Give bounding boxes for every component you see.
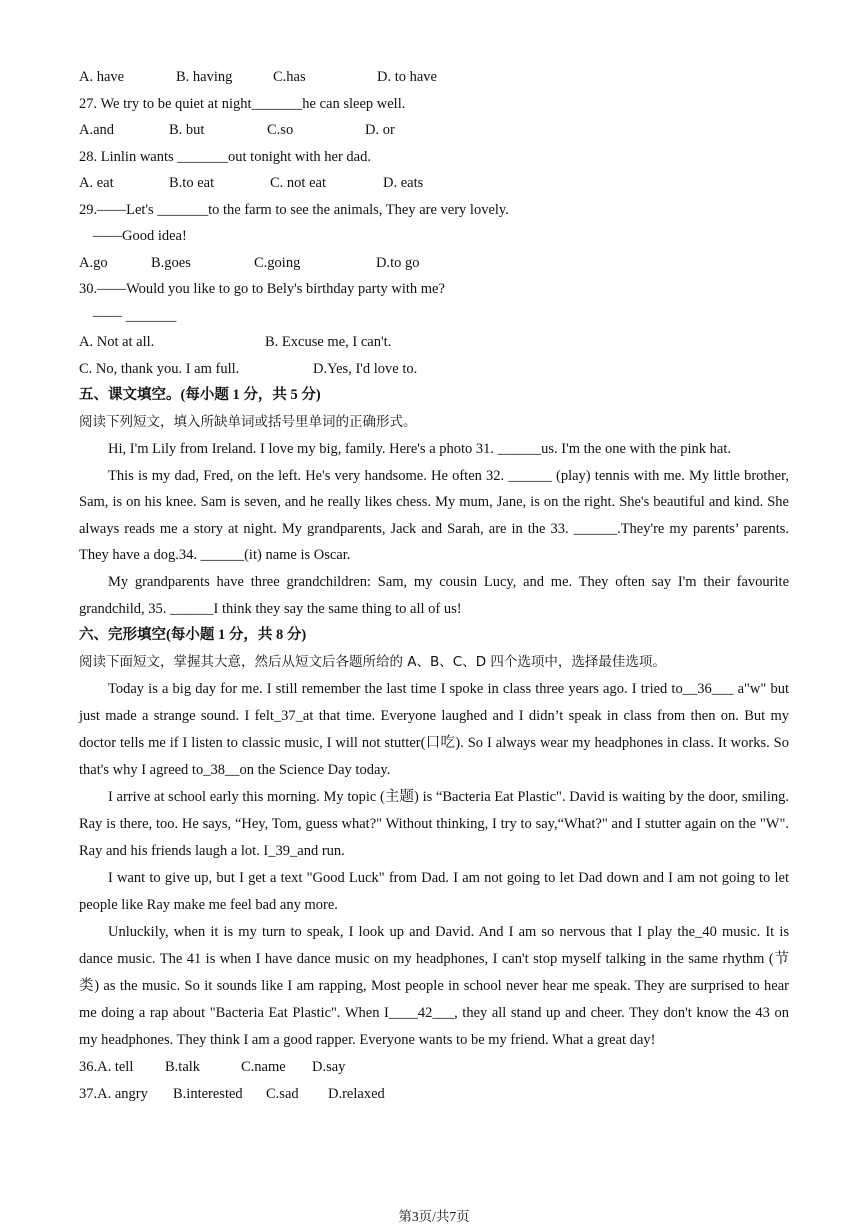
option-b: B. but bbox=[169, 122, 205, 138]
question-27: 27. We try to be quiet at night_______he can sleep well. bbox=[79, 95, 406, 112]
option-b: B.to eat bbox=[169, 175, 215, 191]
q29-options bbox=[79, 250, 789, 277]
option-c: C.has bbox=[273, 69, 306, 85]
question-30-reply: —— _______ bbox=[93, 307, 177, 324]
option-c: C.sad bbox=[266, 1085, 299, 1102]
section-5-title: 五、课文填空。(每小题 1 分，共 5 分) bbox=[79, 387, 321, 403]
q36-options bbox=[79, 1054, 789, 1081]
option-b: B. having bbox=[176, 69, 233, 85]
section-5-instructions: 阅读下列短文，填入所缺单词或括号里单词的正确形式。 bbox=[79, 414, 417, 430]
q30-options-row1 bbox=[79, 329, 789, 356]
option-a: A.and bbox=[79, 122, 115, 138]
cloze-paragraph: I arrive at school early this morning. My topic (主题) is “Bacteria Eat Plastic". David is waiting by the door, smiling. Ray is there, too. He says, “Hey, Tom, guess what?" Without thinking, I try to say,“What?" and I stutter again on the "W". Ray and his friends laugh a lot. I_39_and run. bbox=[79, 789, 789, 860]
option-a: A. have bbox=[79, 69, 125, 85]
option-d: D.say bbox=[312, 1059, 346, 1076]
option-a: A.go bbox=[79, 254, 108, 271]
option-d: D.to go bbox=[376, 254, 420, 271]
option-c: C. not eat bbox=[270, 175, 326, 191]
option-a: 36.A. tell bbox=[79, 1059, 134, 1076]
option-d: D. to have bbox=[377, 69, 437, 85]
option-b: B.talk bbox=[165, 1059, 201, 1076]
option-c: C. No, thank you. I am full. bbox=[79, 360, 240, 377]
section-6-instructions: 阅读下面短文，掌握其大意，然后从短文后各题所给的 A、B、C、D 四个选项中，选择最佳选项。 bbox=[79, 654, 666, 671]
question-28: 28. Linlin wants _______out tonight with her dad. bbox=[79, 148, 371, 165]
q26-options bbox=[79, 64, 789, 91]
q27-options bbox=[79, 117, 789, 144]
option-c: C.name bbox=[241, 1059, 286, 1076]
option-a: 37.A. angry bbox=[79, 1085, 148, 1102]
q37-options bbox=[79, 1081, 789, 1108]
option-a: A. eat bbox=[79, 175, 114, 191]
q28-options bbox=[79, 170, 789, 197]
passage-paragraph: Hi, I'm Lily from Ireland. I love my big, family. Here's a photo 31. ______us. I'm the one with the pink hat. bbox=[108, 441, 732, 457]
section-6-title: 六、完形填空(每小题 1 分，共 8 分) bbox=[79, 627, 307, 644]
passage-paragraph: This is my dad, Fred, on the left. He's very handsome. He often 32. ______ (play) tennis with me. My little brother, Sam, is on his knee. Sam is seven, and he really likes chess. My mum, Jane, is on the right. She's beautiful and kind. She always reads me a story at night. My grandparents, Jack and Sarah, are in the 33. ______.They're my parents’ parents. They have a dog.34. ______(it) name is Oscar. bbox=[79, 467, 789, 564]
option-d: D.relaxed bbox=[328, 1085, 385, 1102]
cloze-paragraph: Unluckily, when it is my turn to speak, I look up and David. And I am so nervous that I play the_40 music. It is dance music. The 41 is when I have dance music on my headphones, I can't stop myself talking in the same rhythm (节类) as the music. So it sounds like I am rapping, Most people in school never hear me speak. They are surprised to hear me doing a rap about "Bacteria Eat Plastic". When I____42___, they all stand up and cheer. They don't know the 43 on my headphones. They think I am a good rapper. Everyone wants to be my friend. What a great day! bbox=[79, 924, 789, 1049]
cloze-paragraph: Today is a big day for me. I still remember the last time I spoke in class three years ago. I tried to__36___ a"w" but just made a strange sound. I felt_37_at that time. Everyone laughed and I didn’t speak in class from then on. But my doctor tells me if I listen to classic music, I will not stutter(口吃). So I always wear my headphones in class. It works. So that's why I agreed to_38__on the Science Day today. bbox=[79, 681, 789, 779]
cloze-paragraph: I want to give up, but I get a text "Good Luck" from Dad. I am not going to let Dad down and I am not going to let people like Ray make me feel bad any more. bbox=[79, 870, 789, 914]
option-c: C.going bbox=[254, 254, 301, 271]
option-b: B. Excuse me, I can't. bbox=[265, 334, 392, 350]
option-a: A. Not at all. bbox=[79, 334, 155, 350]
page-number: 第3页/共7页 bbox=[398, 1209, 470, 1224]
question-30: 30.——Would you like to go to Bely's birthday party with me? bbox=[79, 281, 445, 297]
option-b: B.goes bbox=[151, 254, 191, 271]
question-29: 29.——Let's _______to the farm to see the animals, They are very lovely. bbox=[79, 201, 509, 218]
option-d: D. eats bbox=[383, 175, 424, 191]
passage-paragraph: My grandparents have three grandchildren: Sam, my cousin Lucy, and me. They often say I'm their favourite grandchild, 35. ______I think they say the same thing to all of us! bbox=[79, 573, 789, 617]
question-29-reply: ——Good idea! bbox=[93, 228, 187, 244]
option-b: B.interested bbox=[173, 1085, 243, 1102]
option-c: C.so bbox=[267, 122, 294, 138]
option-d: D.Yes, I'd love to. bbox=[313, 360, 418, 377]
option-d: D. or bbox=[365, 122, 395, 138]
q30-options-row2 bbox=[79, 356, 789, 383]
exam-page bbox=[79, 64, 789, 1107]
